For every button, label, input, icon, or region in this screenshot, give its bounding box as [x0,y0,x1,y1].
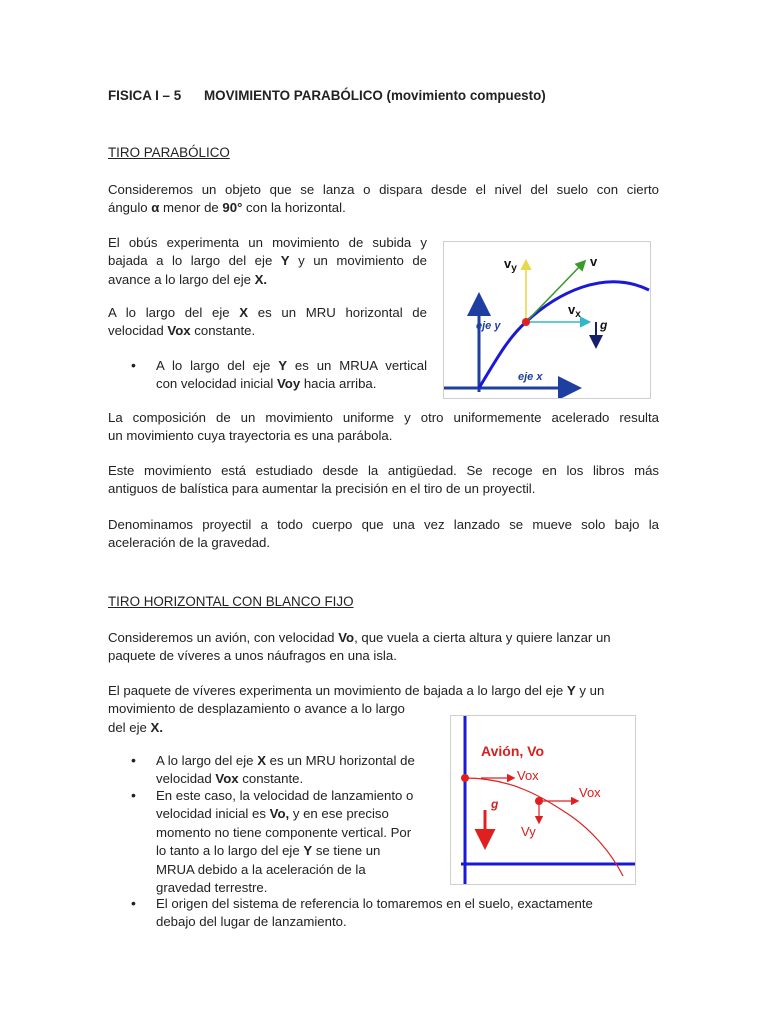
page-title: MOVIMIENTO PARABÓLICO (movimiento compuesto) [204,88,546,103]
axis-x: X [239,305,249,320]
antiguedad-line-1: Este movimiento está estudiado desde la antigüedad. Se recoge en los libros más [108,463,659,478]
vox-label-2: Vox [579,785,601,800]
proyectil-line-1: Denominamos proyectil a todo cuerpo que una vez lanzado se mueve solo bajo la [108,517,659,532]
text: y en ese preciso [289,806,389,822]
text: con velocidad inicial [156,376,277,392]
text: A lo largo del eje [108,305,240,320]
mrua-bullet [156,357,427,394]
text: ángulo [108,200,152,216]
angle-value: 90° [222,200,243,216]
vox-term: Vox [215,771,239,787]
obus-paragraph [108,234,427,289]
avion-line-1 [108,629,659,647]
text: del eje [108,719,151,735]
bullet-lanzamiento-line-5: MRUA debido a la aceleración de la [156,861,366,877]
axis-x: X. [150,719,163,735]
trajectory-curve [479,282,649,388]
paquete-line-1 [108,682,659,700]
avion-paragraph [108,629,659,666]
vo-term: Vo [338,630,355,645]
axis-y: Y [278,358,288,373]
projectile-point [522,318,530,326]
vy-label: Vy [521,824,536,839]
composicion-paragraph [108,409,659,446]
bullet-mru-line-1 [156,752,436,770]
vy-label: $v_y$ [504,256,517,274]
text: avance a lo largo del eje [108,271,255,287]
course-label: FISICA I – 5 [108,88,182,103]
text: es un MRU horizontal de [265,753,415,768]
bullet-dot: • [131,895,136,911]
v-label: v [590,254,598,269]
g-label: g [600,318,608,332]
antiguedad-paragraph [108,462,659,499]
proyectil-line-2: aceleración de la gravedad. [108,535,271,551]
text: hacia arriba. [300,376,377,392]
text: velocidad [108,323,168,339]
bullet-dot: • [131,357,136,373]
text: es un MRUA vertical [287,358,427,373]
horizontal-launch-diagram [451,716,635,884]
text: El paquete de víveres experimenta un movimiento de bajada a lo largo del eje [108,683,567,698]
bullet-origen-line-1: El origen del sistema de referencia lo tomaremos en el suelo, exactamente [156,896,593,911]
text: y un movimiento de [289,253,427,269]
figure-tiro-parabolico [443,241,651,399]
text: A lo largo del eje [156,358,279,373]
parabolic-diagram [444,242,650,398]
vo-term: Vo, [269,806,290,822]
obus-line-2 [108,252,427,270]
axis-x: X [257,753,266,768]
vx-label: $v_x$ [568,302,581,320]
text: , que vuela a cierta altura y quiere lanzar un [354,630,611,645]
alpha-symbol: α [151,200,160,216]
proyectil-paragraph [108,516,659,553]
mru-line-1 [108,304,427,322]
text: menor de [159,200,223,216]
paquete-line-2: movimiento de desplazamiento o avance a lo largo [108,701,405,717]
section-heading-tiro-parabolico: TIRO PARABÓLICO [108,145,230,160]
bullet-origen-line-2: debajo del lugar de lanzamiento. [156,914,347,930]
composicion-line-2: un movimiento cuya trayectoria es una parábola. [108,428,393,444]
intro-line-1: Consideremos un objeto que se lanza o dispara desde el nivel del suelo con cierto [108,182,659,197]
mrua-line-2 [156,375,427,393]
axis-y: Y [280,253,290,269]
mrua-line-1 [156,357,427,375]
obus-line-1: El obús experimenta un movimiento de subida y [108,235,427,250]
composicion-line-1: La composición de un movimiento uniforme y otro uniformemente acelerado resulta [108,410,659,425]
avion-line-2: paquete de víveres a unos náufragos en una isla. [108,648,397,664]
launch-point [461,774,469,782]
text: A lo largo del eje [156,753,258,768]
text: y un [575,683,605,698]
voy-term: Voy [276,376,301,392]
bullet-lanzamiento-line-6: gravedad terrestre. [156,880,268,896]
antiguedad-line-2: antiguos de balística para aumentar la precisión en el tiro de un proyectil. [108,481,536,497]
text: velocidad [156,771,216,787]
axis-x: X. [254,271,268,287]
eje-y-label: eje y [476,320,501,332]
text: con la horizontal. [242,200,346,216]
figure-tiro-horizontal [450,715,636,885]
bullet-lanzamiento-line-3: momento no tiene componente vertical. Por [156,824,412,840]
vox-label-1: Vox [517,768,539,783]
intro-paragraph [108,181,659,218]
obus-line-3 [108,271,427,289]
section-heading-tiro-horizontal: TIRO HORIZONTAL CON BLANCO FIJO [108,594,354,609]
text: lo tanto a lo largo del eje [156,843,304,859]
vox-term: Vox [167,323,191,339]
bullet-mru [156,752,436,789]
mru-paragraph [108,304,427,341]
text: constante. [190,323,256,339]
bullet-dot: • [131,787,136,803]
eje-x-label: eje x [518,371,543,383]
bullet-origen [156,895,659,932]
intro-line-2 [108,199,659,217]
bullet-lanzamiento-line-4 [156,842,446,860]
package-point [535,797,543,805]
mru-line-2 [108,322,427,340]
text: velocidad inicial es [156,806,270,822]
bullet-dot: • [131,752,136,768]
bullet-lanzamiento-line-1: En este caso, la velocidad de lanzamiento o [156,788,414,803]
text: Consideremos un avión, con velocidad [108,630,339,645]
text: es un MRU horizontal de [248,305,427,320]
g-label: g [491,797,499,811]
axis-y: Y [303,843,313,859]
text: bajada a lo largo del eje [108,253,281,269]
avion-label: Avión, Vo [481,743,544,759]
text: se tiene un [312,843,381,859]
bullet-lanzamiento-line-2 [156,805,446,823]
axis-y: Y [566,683,576,698]
bullet-lanzamiento [156,787,446,897]
text: constante. [238,771,304,787]
